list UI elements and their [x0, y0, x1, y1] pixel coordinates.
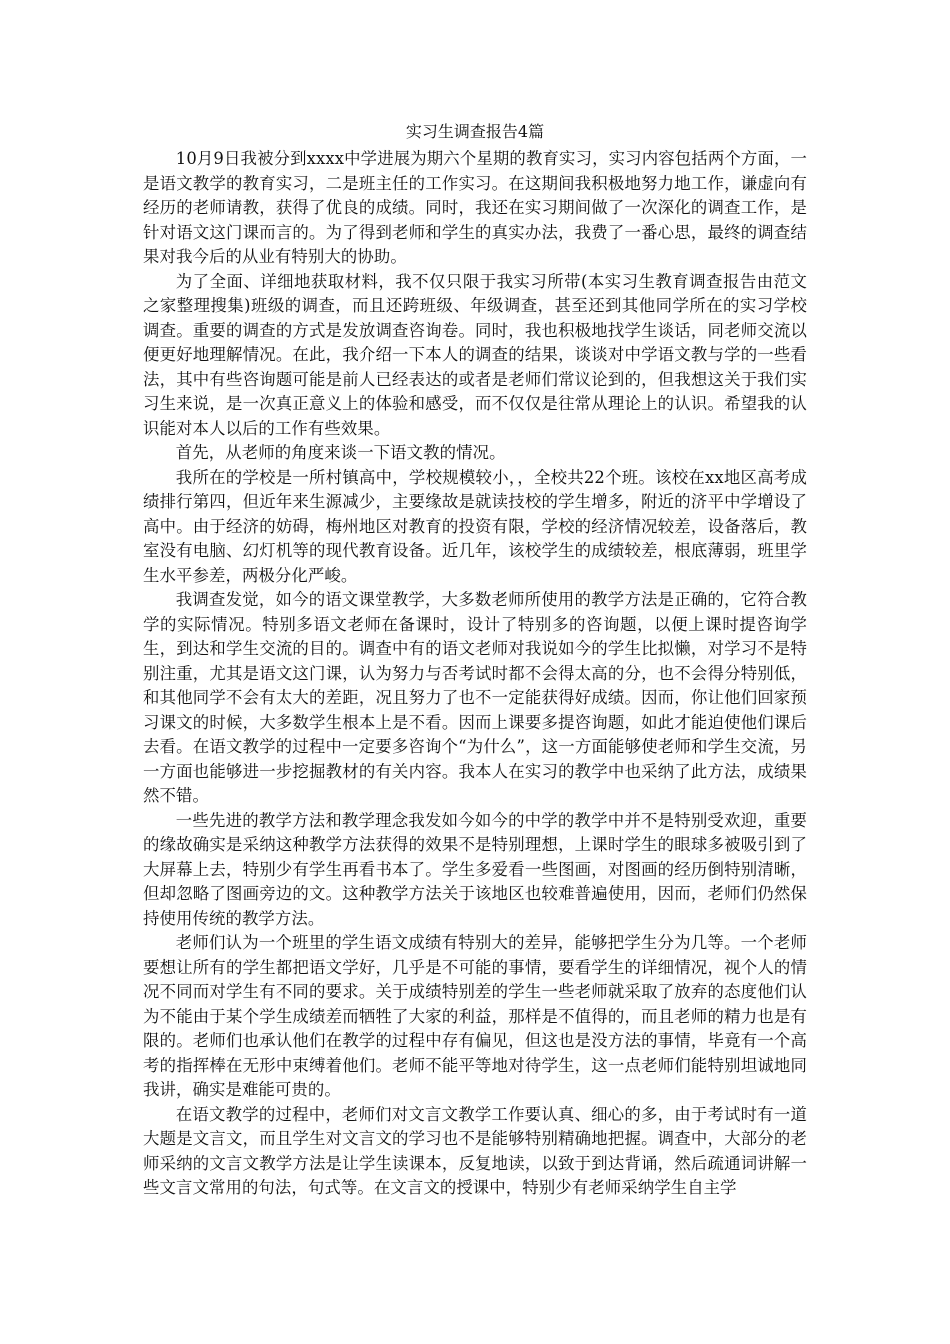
paragraph-4: 我所在的学校是一所村镇高中，学校规模较小，，全校共22个班。该校在xx地区高考成绩排行第四，但近年来生源减少，主要缘故是就读技校的学生增多，附近的济平中学增设了高中。由于经济的妨碍，梅州地区对教育的投资有限，学校的经济情况较差，设备落后，教室没有电脑、幻灯机等的现代教育设备。近几年，该校学生的成绩较差，根底薄弱，班里学生水平参差，两极分化严峻。	[143, 467, 807, 585]
paragraph-3: 首先，从老师的角度来谈一下语文教的情况。	[175, 443, 506, 462]
paragraph-7: 老师们认为一个班里的学生语文成绩有特别大的差异，能够把学生分为几等。一个老师要想让所有的学生都把语文学好，几乎是不可能的事情，要看学生的详细情况，视个人的情况不同而对学生有不同的要求。关于成绩特别差的学生一些老师就采取了放弃的态度他们认为不能由于某个学生成绩差而牺牲了大家的利益，那样是不值得的，而且老师的精力也是有限的。老师们也承认他们在教学的过程中存有偏见，但这也是没方法的事情，毕竟有一个高考的指挥棒在无形中束缚着他们。老师不能平等地对待学生，这一点老师们能特别坦诚地同我讲，确实是难能可贵的。	[143, 933, 807, 1099]
paragraph-6: 一些先进的教学方法和教学理念我发如今如今的中学的教学中并不是特别受欢迎，重要的缘故确实是采纳这种教学方法获得的效果不是特别理想，上课时学生的眼球多被吸引到了大屏幕上去，特别少有学生再看书本了。学生多爱看一些图画，对图画的经历倒特别清晰，但却忽略了图画旁边的文。这种教学方法关于该地区也较难普遍使用，因而，老师们仍然保持使用传统的教学方法。	[143, 810, 807, 928]
paragraph-2: 为了全面、详细地获取材料，我不仅只限于我实习所带(本实习生教育调查报告由范文之家整理搜集)班级的调查，而且还跨班级、年级调查，甚至还到其他同学所在的实习学校调查。重要的调查的方式是发放调查咨询卷。同时，我也积极地找学生谈话，同老师交流以便更好地理解情况。在此，我介绍一下本人的调查的结果，谈谈对中学语文教与学的一些看法，其中有些咨询题可能是前人已经表达的或者是老师们常议论到的，但我想这关于我们实习生来说，是一次真正意义上的体验和感受，而不仅仅是往常从理论上的认识。希望我的认识能对本人以后的工作有些效果。	[143, 271, 807, 438]
paragraph-5: 我调查发觉，如今的语文课堂教学，大多数老师所使用的教学方法是正确的，它符合教学的实际情况。特别多语文老师在备课时，设计了特别多的咨询题，以便上课时提咨询学生，到达和学生交流的目的。调查中有的语文老师对我说如今的学生比拟懒，对学习不是特别注重，尤其是语文这门课，认为努力与否考试时都不会得太高的分，也不会得分特别低，和其他同学不会有太大的差距，况且努力了也不一定能获得好成绩。因而，你让他们回家预习课文的时候，大多数学生根本上是不看。因而上课要多提咨询题，如此才能迫使他们课后去看。在语文教学的过程中一定要多咨询个“为什么”，这一方面能够使老师和学生交流，另一方面也能够进一步挖掘教材的有关内容。我本人在实习的教学中也采纳了此方法，成绩果然不错。	[143, 590, 807, 805]
document-page	[143, 120, 807, 1201]
paragraph-8: 在语文教学的过程中，老师们对文言文教学工作要认真、细心的多，由于考试时有一道大题是文言文，而且学生对文言文的学习也不是能够特别精确地把握。调查中，大部分的老师采纳的文言文教学方法是让学生读课本，反复地读，以致于到达背诵，然后疏通词讲解一些文言文常用的句法，句式等。在文言文的授课中，特别少有老师采纳学生自主学	[143, 1104, 807, 1197]
document-title: 实习生调查报告4篇	[405, 122, 545, 141]
paragraph-1: 10月9日我被分到xxxx中学进展为期六个星期的教育实习，实习内容包括两个方面，一是语文教学的教育实习，二是班主任的工作实习。在这期间我积极地努力地工作，谦虚向有经历的老师请教，获得了优良的成绩。同时，我还在实习期间做了一次深化的调查工作，是针对语文这门课而言的。为了得到老师和学生的真实办法，我费了一番心思，最终的调查结果对我今后的从业有特别大的协助。	[143, 149, 807, 266]
